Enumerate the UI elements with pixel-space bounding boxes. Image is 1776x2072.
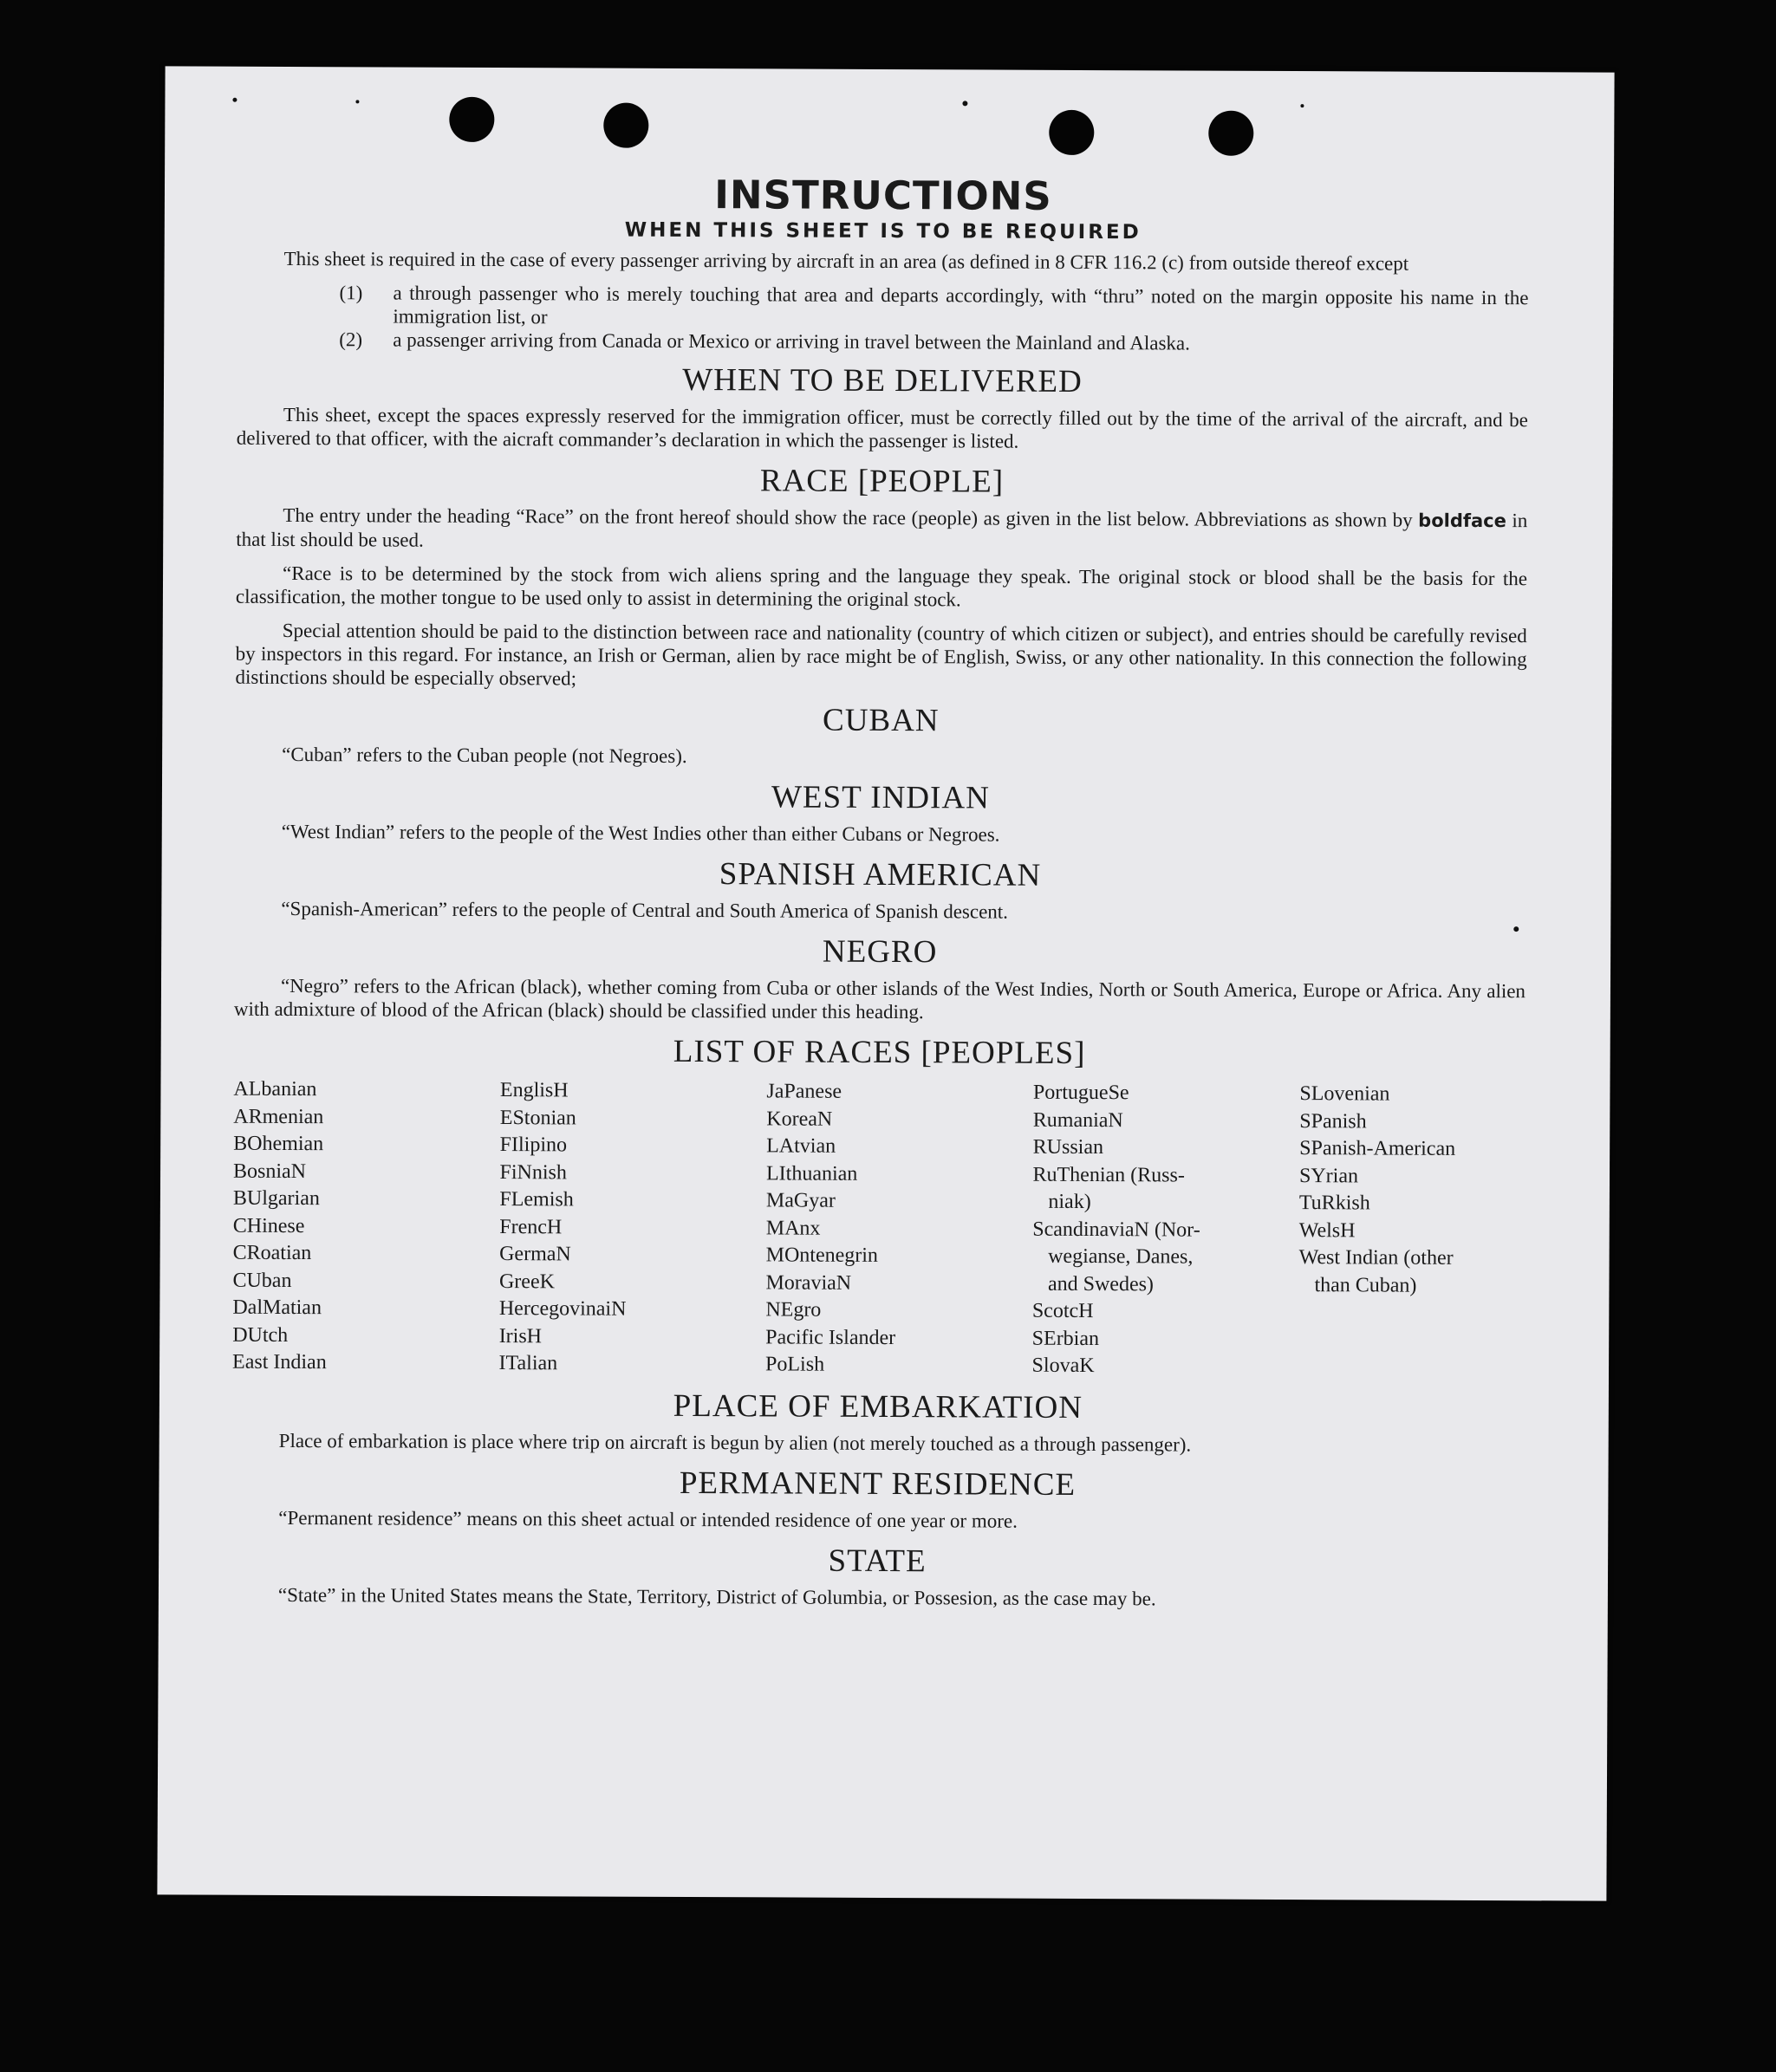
embarkation-paragraph: Place of embarkation is place where trip on aircraft is begun by alien (not merely touched as a through passenger). bbox=[278, 1429, 1192, 1456]
race-entry: GreeK bbox=[498, 1270, 556, 1293]
exception-item bbox=[339, 281, 1528, 333]
section-heading-spanish-american: SPANISH AMERICAN bbox=[719, 856, 1042, 893]
race-entry: HercegovinaiN bbox=[498, 1297, 627, 1321]
race-entry: East Indian bbox=[232, 1350, 327, 1374]
punch-hole bbox=[449, 97, 494, 142]
race-entry: BOhemian bbox=[233, 1132, 324, 1156]
race-entry: EStonian bbox=[499, 1106, 576, 1129]
race-paragraph-2: “Race is to be determined by the stock from wich aliens spring and the language they speak. The original stock or blood shall be the basis for the classification, the mother tongue to be used only to assist in determining the original stock. bbox=[235, 562, 1528, 611]
race-entry: Pacific Islander bbox=[765, 1325, 896, 1349]
section-heading-cuban: CUBAN bbox=[822, 702, 940, 739]
west-indian-paragraph: “West Indian” refers to the people of the West Indies other than either Cubans or Negroes. bbox=[281, 820, 1000, 846]
race-entry: SPanish bbox=[1299, 1109, 1367, 1133]
race-entry: FiNnish bbox=[499, 1160, 567, 1184]
race-entry: West Indian (other bbox=[1298, 1246, 1454, 1270]
races-column bbox=[1298, 1081, 1526, 1382]
race-entry: and Swedes) bbox=[1031, 1272, 1155, 1296]
race-entry: RUssian bbox=[1032, 1135, 1104, 1159]
race-entry: SErbian bbox=[1031, 1327, 1100, 1350]
race-entry: KoreaN bbox=[766, 1107, 833, 1131]
race-entry: wegianse, Danes, bbox=[1032, 1244, 1194, 1269]
race-entry: BosniaN bbox=[232, 1159, 307, 1183]
section-heading-negro: NEGRO bbox=[822, 933, 938, 971]
exception-text: a passenger arriving from Canada or Mexico or arriving in travel between the Mainland and Alaska. bbox=[393, 328, 1190, 354]
races-column bbox=[765, 1078, 1032, 1380]
section-heading-delivered: WHEN TO BE DELIVERED bbox=[682, 361, 1083, 399]
section-heading-state: STATE bbox=[828, 1543, 927, 1579]
ink-speck bbox=[355, 100, 359, 103]
race-paragraph-1 bbox=[236, 503, 1527, 557]
section-heading-west-indian: WEST INDIAN bbox=[771, 779, 990, 816]
state-paragraph: “State” in the United States means the State, Territory, District of Golumbia, or Possesion, as the case may be. bbox=[277, 1583, 1156, 1609]
race-entry: PortugueSe bbox=[1032, 1081, 1129, 1105]
race-entry: FrencH bbox=[499, 1215, 563, 1238]
exception-text: a through passenger who is merely touching that area and departs accordingly, with “thru” noted on the margin opposite his name in the immigration list, or bbox=[393, 282, 1529, 328]
race-entry: SPanish-American bbox=[1299, 1137, 1456, 1160]
race-entry: MaGyar bbox=[765, 1189, 836, 1212]
race-paragraph-1-start: The entry under the heading “Race” on the front hereof should show the race (people) as given in the list below. Abbreviations as shown by bbox=[283, 503, 1419, 531]
section-heading-embarkation: PLACE OF EMBARKATION bbox=[673, 1387, 1083, 1426]
race-entry: TuRkish bbox=[1298, 1192, 1370, 1215]
spanish-american-paragraph: “Spanish-American” refers to the people of Central and South America of Spanish descent. bbox=[281, 897, 1009, 923]
race-entry: LIthuanian bbox=[765, 1161, 858, 1185]
race-paragraph-1-end: in that list should be used. bbox=[236, 510, 1528, 551]
exception-list bbox=[237, 281, 1528, 357]
race-entry: BUlgarian bbox=[232, 1186, 320, 1211]
race-paragraph-3: Special attention should be paid to the distinction between race and nationality (country of which citizen or subject), and entries should be carefully revised by inspectors in this regard. For instance, an Irish or German, alien by race might be of English, Swiss, or any other nationality. In this connection the following distinctions should be especially observed; bbox=[235, 619, 1527, 690]
exception-number: (1) bbox=[339, 282, 363, 304]
races-column bbox=[1032, 1080, 1299, 1381]
race-entry: ARmenian bbox=[233, 1105, 324, 1128]
race-entry: ScotcH bbox=[1031, 1299, 1094, 1323]
instructions-content bbox=[231, 169, 1529, 1622]
ink-speck bbox=[1300, 104, 1304, 107]
race-entry: than Cuban) bbox=[1298, 1273, 1417, 1297]
race-entry: GermaN bbox=[499, 1243, 571, 1266]
race-entry: LAtvian bbox=[766, 1134, 836, 1158]
race-entry: DUtch bbox=[232, 1323, 289, 1347]
race-entry: ITalian bbox=[498, 1352, 558, 1375]
race-entry: WelsH bbox=[1298, 1218, 1356, 1242]
races-column bbox=[499, 1077, 766, 1379]
races-column bbox=[232, 1076, 499, 1378]
race-entry: ALbanian bbox=[233, 1077, 317, 1101]
race-entry: RumaniaN bbox=[1032, 1108, 1123, 1132]
race-entry: EnglisH bbox=[499, 1079, 569, 1102]
exception-number: (2) bbox=[339, 328, 363, 351]
race-entry: FLemish bbox=[499, 1188, 574, 1211]
section-heading-race: RACE [PEOPLE] bbox=[759, 463, 1005, 500]
intro-paragraph: This sheet is required in the case of every passenger arriving by aircraft in an area (as defined in 8 CFR 116.2 (c) from outside thereof except bbox=[283, 247, 1409, 275]
section-heading-residence: PERMANENT RESIDENCE bbox=[679, 1465, 1077, 1503]
race-entry: JaPanese bbox=[766, 1080, 842, 1103]
race-entry: RuThenian (Russ- bbox=[1032, 1163, 1185, 1187]
ink-speck bbox=[962, 101, 967, 106]
race-entry: ScandinaviaN (Nor- bbox=[1032, 1218, 1200, 1242]
race-entry: DalMatian bbox=[232, 1296, 322, 1320]
race-entry: MOntenegrin bbox=[765, 1244, 878, 1267]
residence-paragraph: “Permanent residence” means on this sheet actual or intended residence of one year or more. bbox=[278, 1506, 1018, 1532]
race-entry: MAnx bbox=[765, 1216, 821, 1240]
race-entry: niak) bbox=[1032, 1190, 1091, 1214]
race-entry: FIlipino bbox=[499, 1133, 568, 1157]
race-entry: IrisH bbox=[498, 1324, 543, 1348]
punch-hole bbox=[603, 103, 648, 148]
races-list bbox=[232, 1076, 1525, 1382]
page-title: INSTRUCTIONS bbox=[714, 172, 1052, 219]
ink-speck bbox=[232, 98, 237, 102]
cuban-paragraph: “Cuban” refers to the Cuban people (not Negroes). bbox=[282, 743, 687, 767]
page-subtitle: WHEN THIS SHEET IS TO BE REQUIRED bbox=[624, 218, 1142, 244]
race-entry: SlovaK bbox=[1031, 1354, 1095, 1378]
race-entry: SYrian bbox=[1298, 1164, 1359, 1187]
punch-hole bbox=[1208, 111, 1253, 156]
delivered-paragraph: This sheet, except the spaces expressly reserved for the immigration officer, must be correctly filled out by the time of the arrival of the aircraft, and be delivered to that officer, with the aicraft commander’s declaration in which the passenger is listed. bbox=[236, 403, 1528, 452]
negro-paragraph: “Negro” refers to the African (black), whether coming from Cuba or other islands of the West Indies, North or South America, Europe or Africa. Any alien with admixture of blood of the African (black) should be classified under this heading. bbox=[233, 974, 1526, 1023]
race-entry: CUban bbox=[232, 1269, 292, 1292]
race-entry: SLovenian bbox=[1299, 1082, 1390, 1106]
section-heading-list-of-races: LIST OF RACES [PEOPLES] bbox=[673, 1033, 1086, 1072]
race-entry: PoLish bbox=[765, 1353, 825, 1376]
race-entry: NEgro bbox=[765, 1298, 822, 1322]
race-entry: MoraviaN bbox=[765, 1270, 852, 1295]
boldface-word: boldface bbox=[1418, 510, 1506, 532]
race-entry: CRoatian bbox=[232, 1241, 312, 1265]
race-entry: CHinese bbox=[232, 1214, 305, 1237]
punch-hole bbox=[1049, 110, 1094, 155]
exception-item bbox=[339, 328, 1528, 356]
document-sheet bbox=[157, 66, 1614, 1900]
